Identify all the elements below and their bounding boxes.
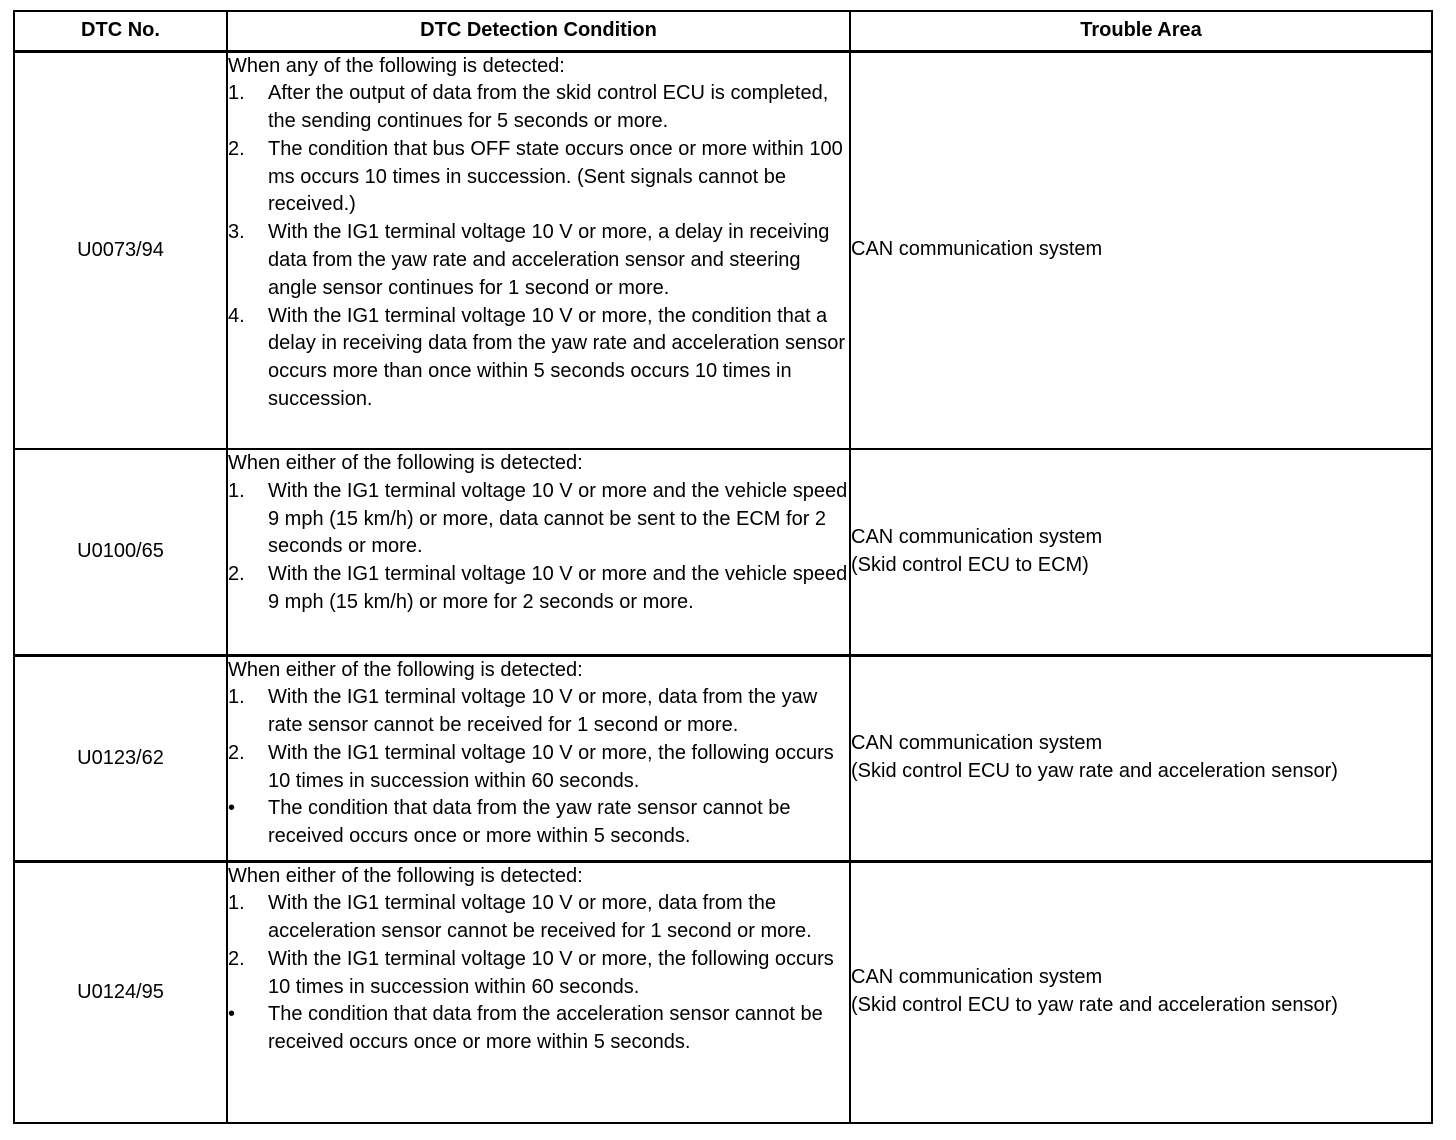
item-marker: 2. (228, 563, 245, 586)
list-item (228, 1001, 849, 1057)
table-header (14, 11, 1432, 51)
table-row (14, 51, 1432, 449)
item-text: With the IG1 terminal voltage 10 V or more, the following occurs 10 times in succession within 60 seconds. (268, 741, 834, 792)
item-text: With the IG1 terminal voltage 10 V or more, a delay in receiving data from the yaw rate and acceleration sensor and steering angle sensor continues for 1 second or more. (268, 221, 830, 299)
trouble-area (850, 51, 1432, 449)
list-item (228, 561, 849, 617)
item-marker: 4. (228, 304, 245, 327)
item-text: With the IG1 terminal voltage 10 V or more, data from the yaw rate sensor cannot be received for 1 second or more. (268, 686, 818, 737)
trouble-area (850, 449, 1432, 655)
item-text: The condition that bus OFF state occurs once or more within 100 ms occurs 10 times in succession. (Sent signals cannot be received.) (268, 137, 843, 216)
item-text: The condition that data from the yaw rate sensor cannot be received occurs once or more within 5 seconds. (268, 797, 791, 848)
item-text: With the IG1 terminal voltage 10 V or more, data from the acceleration sensor cannot be received for 1 second or more. (268, 892, 812, 943)
item-text: With the IG1 terminal voltage 10 V or more, the condition that a delay in receiving data from the yaw rate and acceleration sensor occurs more than once within 5 seconds occurs 10 times in succession. (268, 304, 845, 411)
table-row (14, 655, 1432, 861)
list-item (228, 684, 849, 740)
table-row (14, 861, 1432, 1123)
trouble-area-line: (Skid control ECU to yaw rate and acceleration sensor) (851, 994, 1338, 1017)
header-detection-condition: DTC Detection Condition (227, 11, 850, 51)
detection-condition (227, 51, 850, 449)
condition-intro: When either of the following is detected: (228, 864, 583, 887)
trouble-area-line: CAN communication system (851, 966, 1103, 989)
condition-list (228, 890, 849, 1057)
condition-intro: When any of the following is detected: (228, 54, 565, 77)
detection-condition (227, 449, 850, 655)
dtc-table (13, 10, 1433, 1124)
dtc-code: U0073/94 (14, 51, 227, 449)
trouble-area-line: CAN communication system (851, 238, 1103, 261)
item-text: With the IG1 terminal voltage 10 V or more, the following occurs 10 times in succession within 60 seconds. (268, 947, 834, 998)
item-text: With the IG1 terminal voltage 10 V or more and the vehicle speed 9 mph (15 km/h) or more, data cannot be sent to the ECM for 2 seconds or more. (268, 479, 848, 558)
item-text: The condition that data from the acceleration sensor cannot be received occurs once or more within 5 seconds. (268, 1003, 823, 1054)
item-text: After the output of data from the skid control ECU is completed, the sending continues for 5 seconds or more. (268, 82, 829, 133)
list-item (228, 136, 849, 219)
item-marker: 2. (228, 137, 245, 160)
item-marker: • (228, 797, 236, 820)
item-marker: • (228, 1003, 236, 1026)
item-marker: 1. (228, 82, 245, 105)
header-trouble-area: Trouble Area (850, 11, 1432, 51)
table-row (14, 449, 1432, 655)
condition-intro: When either of the following is detected: (228, 452, 583, 474)
item-marker: 1. (228, 686, 245, 709)
trouble-area-line: CAN communication system (851, 732, 1103, 755)
header-row (14, 11, 1432, 51)
item-marker: 1. (228, 479, 245, 502)
list-item (228, 946, 849, 1002)
list-item (228, 890, 849, 946)
detection-condition (227, 861, 850, 1123)
trouble-area (850, 655, 1432, 861)
header-dtc-no: DTC No. (14, 11, 227, 51)
condition-list (228, 80, 849, 414)
list-item (228, 219, 849, 302)
list-item (228, 80, 849, 136)
item-marker: 2. (228, 741, 245, 764)
condition-intro: When either of the following is detected: (228, 658, 583, 681)
dtc-code: U0100/65 (14, 449, 227, 655)
dtc-code: U0123/62 (14, 655, 227, 861)
item-text: With the IG1 terminal voltage 10 V or more and the vehicle speed 9 mph (15 km/h) or more for 2 seconds or more. (268, 563, 848, 613)
condition-list (228, 684, 849, 851)
condition-list (228, 478, 849, 617)
detection-condition (227, 655, 850, 861)
dtc-code: U0124/95 (14, 861, 227, 1123)
list-item (228, 303, 849, 414)
trouble-area (850, 861, 1432, 1123)
trouble-area-line: (Skid control ECU to yaw rate and acceleration sensor) (851, 760, 1338, 782)
item-marker: 2. (228, 947, 245, 970)
trouble-area-line: (Skid control ECU to ECM) (851, 553, 1089, 576)
table-body (14, 51, 1432, 1123)
item-marker: 1. (228, 892, 245, 915)
trouble-area-line: CAN communication system (851, 525, 1103, 548)
list-item (228, 740, 849, 796)
item-marker: 3. (228, 221, 245, 244)
list-item (228, 478, 849, 561)
list-item (228, 795, 849, 851)
